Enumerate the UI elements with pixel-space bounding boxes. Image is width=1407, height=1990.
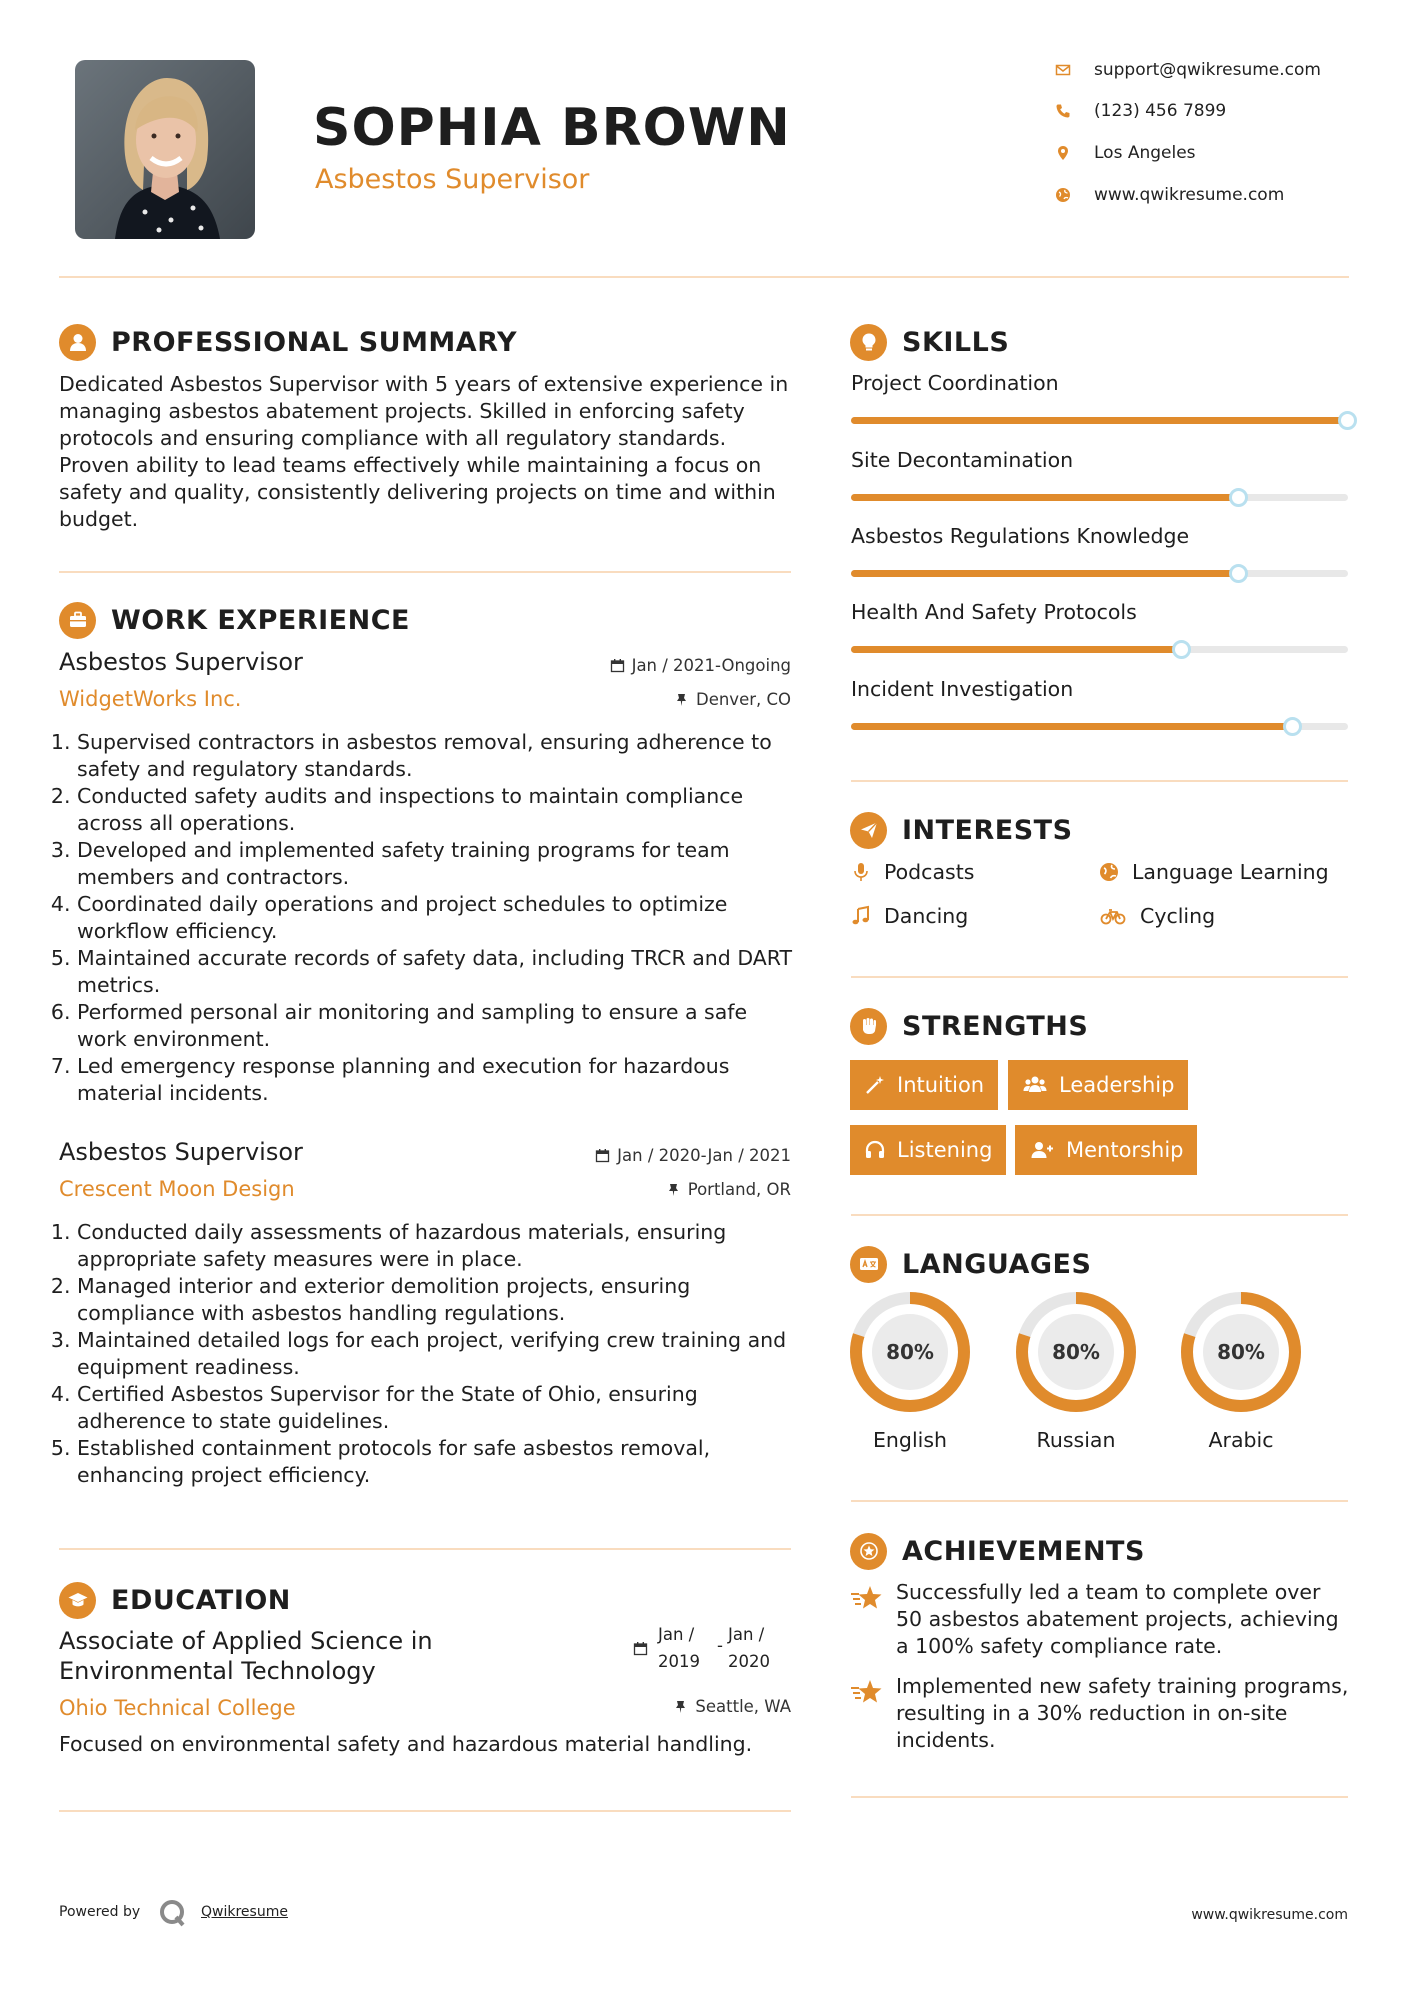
skills-heading	[850, 322, 1009, 362]
job-2-duties	[59, 1219, 799, 1489]
contact-website-text: www.qwikresume.com	[1094, 185, 1285, 205]
degree-line-2: Environmental Technology	[59, 1657, 376, 1685]
language-english	[849, 1291, 971, 1417]
pushpin-icon	[673, 1699, 688, 1714]
duty-item: 6. Performed personal air monitoring and sampling to ensure a safe work environment.	[77, 999, 799, 1053]
job-1-title: Asbestos Supervisor	[59, 648, 303, 676]
achievement-text: Successfully led a team to complete over 50 asbestos abatement projects, achieving a 100% safety compliance rate.	[896, 1580, 1339, 1658]
strength-badge-leadership	[1008, 1060, 1188, 1110]
education-heading-text: EDUCATION	[111, 1584, 291, 1616]
contact-location	[1055, 138, 1355, 168]
interests-divider	[851, 976, 1348, 978]
language-percent: 80%	[1052, 1340, 1100, 1364]
skills-divider	[851, 780, 1348, 782]
skill-label: Project Coordination	[851, 371, 1059, 395]
candidate-name: SOPHIA BROWN	[313, 98, 791, 158]
duty-item: 5. Maintained accurate records of safety data, including TRCR and DART metrics.	[77, 945, 799, 999]
language-name: Russian	[1036, 1428, 1116, 1452]
achievements-divider	[851, 1796, 1348, 1798]
duty-item: 2. Managed interior and exterior demolition projects, ensuring compliance with asbestos handling regulations.	[77, 1273, 799, 1327]
skills-heading-text: SKILLS	[902, 326, 1010, 358]
contact-email[interactable]	[1055, 55, 1355, 85]
interest-label: Podcasts	[884, 860, 975, 884]
skill-label: Incident Investigation	[851, 677, 1074, 701]
skill-label: Site Decontamination	[851, 448, 1074, 472]
profile-photo	[75, 60, 255, 239]
education-school: Ohio Technical College	[59, 1696, 296, 1720]
star-icon	[850, 1583, 884, 1613]
achievements-heading	[850, 1531, 1145, 1571]
language-ring	[1015, 1291, 1137, 1413]
language-card-icon	[850, 1246, 887, 1283]
education-divider	[59, 1810, 791, 1812]
contact-email-text: support@qwikresume.com	[1094, 60, 1321, 80]
language-name: English	[872, 1428, 948, 1452]
education-end-year: 2020	[728, 1652, 770, 1671]
envelope-icon	[1055, 62, 1071, 78]
star-icon	[850, 1677, 884, 1707]
job-2-company: Crescent Moon Design	[59, 1177, 295, 1201]
education-date-dash: -	[717, 1636, 723, 1655]
strength-label: Mentorship	[1066, 1138, 1184, 1162]
education-dates	[630, 1618, 800, 1678]
fist-icon	[850, 1008, 887, 1045]
strengths-heading	[850, 1006, 1088, 1046]
candidate-title: Asbestos Supervisor	[315, 164, 590, 195]
language-percent: 80%	[1217, 1340, 1265, 1364]
interests-heading	[850, 810, 1073, 850]
job-2-dates-text: Jan / 2020-Jan / 2021	[617, 1146, 791, 1165]
qwikresume-link[interactable]: Qwikresume	[201, 1904, 288, 1920]
job-1-dates	[480, 656, 791, 675]
experience-heading	[59, 600, 410, 640]
strength-label: Intuition	[897, 1073, 985, 1097]
graduation-cap-icon	[59, 1582, 96, 1619]
interest-label: Cycling	[1140, 904, 1216, 928]
interest-podcasts	[850, 860, 974, 884]
language-percent: 80%	[886, 1340, 934, 1364]
education-location	[480, 1697, 791, 1716]
interest-label: Dancing	[884, 904, 969, 928]
skill-label: Asbestos Regulations Knowledge	[851, 524, 1190, 548]
skill-bar-fill	[851, 646, 1182, 653]
skill-bar-knob[interactable]	[1283, 717, 1302, 736]
lightbulb-icon	[850, 324, 887, 361]
portrait-image	[75, 60, 255, 239]
skill-bar-knob[interactable]	[1172, 640, 1191, 659]
pushpin-icon	[674, 692, 689, 707]
duty-item: 4. Certified Asbestos Supervisor for the State of Ohio, ensuring adherence to state guidelines.	[77, 1381, 799, 1435]
job-1-location-text: Denver, CO	[695, 690, 791, 709]
languages-heading	[850, 1244, 1091, 1284]
user-plus-icon	[1029, 1139, 1055, 1161]
education-heading	[59, 1580, 291, 1620]
phone-icon	[1055, 103, 1071, 119]
language-ring	[1180, 1291, 1302, 1413]
header-divider	[59, 276, 1349, 278]
strength-badge-intuition	[850, 1060, 998, 1110]
duty-item: 2. Conducted safety audits and inspections to maintain compliance across all operations.	[77, 783, 799, 837]
strength-label: Leadership	[1059, 1073, 1175, 1097]
user-icon	[59, 324, 96, 361]
duty-item: 1. Supervised contractors in asbestos removal, ensuring adherence to safety and regulatory standards.	[77, 729, 799, 783]
headphones-icon	[864, 1139, 886, 1161]
paper-plane-icon	[850, 812, 887, 849]
skill-bar-knob[interactable]	[1229, 488, 1248, 507]
skill-bar-fill	[851, 417, 1348, 424]
achievements-heading-text: ACHIEVEMENTS	[902, 1535, 1145, 1567]
music-note-icon	[850, 905, 872, 927]
skill-bar	[851, 494, 1348, 501]
degree-line-1: Associate of Applied Science in	[59, 1627, 433, 1655]
experience-heading-text: WORK EXPERIENCE	[111, 604, 410, 636]
duty-item: 3. Developed and implemented safety training programs for team members and contractors.	[77, 837, 799, 891]
language-name: Arabic	[1208, 1428, 1274, 1452]
contact-website[interactable]	[1055, 180, 1355, 210]
contact-phone-text: (123) 456 7899	[1094, 101, 1227, 121]
language-ring	[849, 1291, 971, 1413]
skill-bar-knob[interactable]	[1338, 411, 1357, 430]
skill-bar	[851, 570, 1348, 577]
magic-wand-icon	[864, 1074, 886, 1096]
users-icon	[1022, 1074, 1048, 1096]
interests-heading-text: INTERESTS	[902, 814, 1073, 846]
skill-bar	[851, 723, 1348, 730]
calendar-icon	[595, 1148, 610, 1163]
skill-bar	[851, 646, 1348, 653]
job-1-duties	[59, 729, 799, 1107]
footer-url[interactable]: www.qwikresume.com	[1191, 1907, 1348, 1923]
language-arabic	[1180, 1291, 1302, 1417]
microphone-icon	[850, 861, 872, 883]
bicycle-icon	[1098, 905, 1128, 927]
strength-label: Listening	[897, 1138, 993, 1162]
strength-badge-mentorship	[1015, 1125, 1197, 1175]
strengths-heading-text: STRENGTHS	[902, 1010, 1089, 1042]
summary-divider	[59, 571, 791, 573]
summary-text: Dedicated Asbestos Supervisor with 5 years of extensive experience in managing asbestos abatement projects. Skilled in enforcing safety protocols and ensuring compliance with all regulatory standards. Proven ability to lead teams effectively while maintaining a focus on safety and quality, consistently delivering projects on time and within budget.	[59, 372, 789, 531]
job-1-location	[480, 690, 791, 709]
skill-bar-fill	[851, 494, 1239, 501]
summary-heading-text: PROFESSIONAL SUMMARY	[111, 326, 518, 358]
job-2-title: Asbestos Supervisor	[59, 1138, 303, 1166]
achievement-item	[850, 1579, 1350, 1660]
language-russian	[1015, 1291, 1137, 1417]
globe-icon	[1055, 187, 1071, 203]
job-1-dates-text: Jan / 2021-Ongoing	[631, 656, 791, 675]
pushpin-icon	[666, 1182, 681, 1197]
duty-item: 5. Established containment protocols for safe asbestos removal, enhancing project efficiency.	[77, 1435, 799, 1489]
job-2-location	[480, 1180, 791, 1199]
interest-label: Language Learning	[1132, 860, 1329, 884]
duty-item: 1. Conducted daily assessments of hazardous materials, ensuring appropriate safety measures were in place.	[77, 1219, 799, 1273]
duty-item: 7. Led emergency response planning and execution for hazardous material incidents.	[77, 1053, 799, 1107]
job-2-dates	[480, 1146, 791, 1165]
education-end-month: Jan /	[728, 1625, 765, 1644]
skill-label: Health And Safety Protocols	[851, 600, 1137, 624]
languages-heading-text: LANGUAGES	[902, 1248, 1092, 1280]
powered-by-label: Powered by	[59, 1904, 141, 1920]
experience-divider	[59, 1548, 791, 1550]
education-start-month: Jan /	[658, 1625, 695, 1644]
calendar-icon	[610, 658, 625, 673]
education-description: Focused on environmental safety and hazardous material handling.	[59, 1732, 753, 1756]
duty-item: 3. Maintained detailed logs for each project, verifying crew training and equipment readiness.	[77, 1327, 799, 1381]
education-location-text: Seattle, WA	[695, 1697, 791, 1716]
interest-cycling	[1098, 904, 1215, 928]
job-1-company: WidgetWorks Inc.	[59, 687, 242, 711]
job-2-location-text: Portland, OR	[687, 1180, 791, 1199]
contact-location-text: Los Angeles	[1094, 143, 1196, 163]
calendar-icon	[633, 1641, 648, 1656]
contact-phone[interactable]	[1055, 96, 1355, 126]
duty-item: 4. Coordinated daily operations and project schedules to optimize workflow efficiency.	[77, 891, 799, 945]
summary-heading	[59, 322, 517, 362]
briefcase-icon	[59, 602, 96, 639]
languages-divider	[851, 1500, 1348, 1502]
education-start-year: 2019	[658, 1652, 700, 1671]
skill-bar-fill	[851, 570, 1239, 577]
skill-bar-fill	[851, 723, 1293, 730]
interest-dancing	[850, 904, 968, 928]
map-pin-icon	[1055, 145, 1071, 161]
skill-bar	[851, 417, 1348, 424]
achievement-item	[850, 1673, 1350, 1754]
interest-language-learning	[1098, 860, 1329, 884]
award-star-icon	[850, 1533, 887, 1570]
skill-bar-knob[interactable]	[1229, 564, 1248, 583]
achievement-text: Implemented new safety training programs, resulting in a 30% reduction in on-site incidents.	[896, 1674, 1349, 1752]
globe-icon	[1098, 861, 1120, 883]
strengths-divider	[851, 1214, 1348, 1216]
qwikresume-logo-icon	[158, 1898, 188, 1928]
strength-badge-listening	[850, 1125, 1006, 1175]
